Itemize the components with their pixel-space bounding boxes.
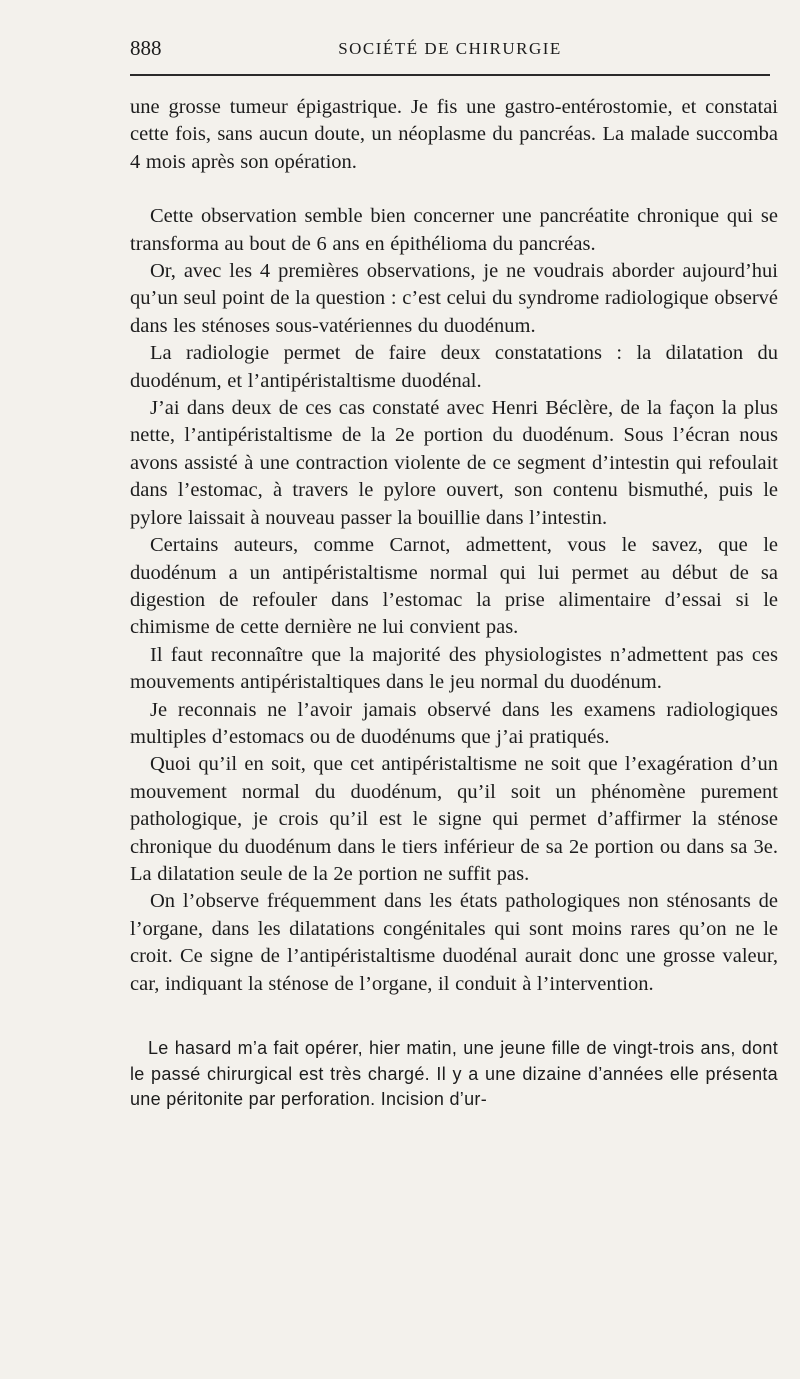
small-paragraph: Le hasard m’a fait opérer, hier matin, une jeune fille de vingt-trois ans, dont le passé chirurgical est très chargé. Il y a une dizaine d’années elle présenta une péritonite par perforation. Incision d’ur- <box>130 1038 778 1109</box>
paragraph: une grosse tumeur épigastrique. Je fis une gastro-entérostomie, et constatai cette fois, sans aucun doute, un néoplasme du pancréas. La malade succomba 4 mois après son opération. <box>130 96 778 173</box>
paragraph: On l’observe fréquemment dans les états pathologiques non sténosants de l’organe, dans les dilatations congénitales qui sont moins rares qu’on ne le croit. Ce signe de l’antipéristaltisme duodénal aurait donc une grosse valeur, car, indiquant la sténose de l’organe, il conduit à l’intervention. <box>130 890 778 995</box>
paragraph: Cette observation semble bien concerner une pancréatite chronique qui se transforma au bout de 6 ans en épithélioma du pancréas. <box>130 205 778 255</box>
paragraph: Certains auteurs, comme Carnot, admettent, vous le savez, que le duodénum a un antipéristaltisme normal qui lui permet au début de sa digestion de refouler dans l’estomac la prise alimentaire d’essai si le chimisme de cette dernière ne lui convient pas. <box>130 534 778 639</box>
paragraph: Je reconnais ne l’avoir jamais observé dans les examens radiologiques multiples d’estomacs ou de duodénums que j’ai pratiqués. <box>130 698 778 748</box>
running-title: SOCIÉTÉ DE CHIRURGIE <box>338 39 562 58</box>
paragraph: La radiologie permet de faire deux constatations : la dilatation du duodénum, et l’antipéristaltisme duodénal. <box>130 342 778 392</box>
main-text <box>130 94 778 998</box>
small-print-section <box>130 1036 778 1113</box>
header-rule <box>130 74 770 76</box>
paragraph: Quoi qu’il en soit, que cet antipéristaltisme ne soit que l’exagération d’un mouvement normal du duodénum, qu’il soit un phénomène purement pathologique, je crois qu’il est le signe qui permet d’affirmer la sténose chronique du duodénum dans le tiers inférieur de sa 2e portion ou dans sa 3e. La dilatation seule de la 2e portion ne suffit pas. <box>130 753 778 885</box>
article-body <box>130 94 778 1113</box>
paragraph: J’ai dans deux de ces cas constaté avec Henri Béclère, de la façon la plus nette, l’antipéristaltisme de la 2e portion du duodénum. Sous l’écran nous avons assisté à une contraction violente de ce segment d’intestin qui refoulait dans l’estomac, à travers le pylore ouvert, son contenu bismuthé, puis le pylore laissait à nouveau passer la bouillie dans l’intestin. <box>130 397 778 529</box>
paragraph: Or, avec les 4 premières observations, je ne voudrais aborder aujourd’hui qu’un seul point de la question : c’est celui du syndrome radiologique observé dans les sténoses sous-vatériennes du duodénum. <box>130 260 778 337</box>
page-header <box>130 36 770 66</box>
paragraph: Il faut reconnaître que la majorité des physiologistes n’admettent pas ces mouvements antipéristaltiques dans le jeu normal du duodénum. <box>130 643 778 694</box>
page-number: 888 <box>130 36 162 60</box>
